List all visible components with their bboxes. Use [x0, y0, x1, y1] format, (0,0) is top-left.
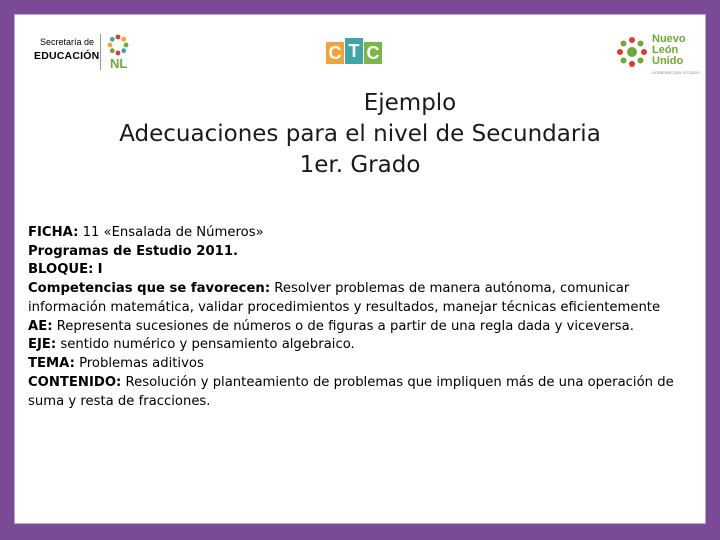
field-eje-value: sentido numérico y pensamiento algebraico. [60, 337, 355, 353]
field-bloque-value: I [97, 262, 103, 278]
ctc-logo [326, 38, 382, 66]
field-contenido-label: CONTENIDO: [28, 374, 122, 390]
field-ficha-value: 11 «Ensalada de Números» [82, 225, 264, 240]
page-title [40, 88, 680, 181]
sep-logo-line2: EDUCACIÓN [34, 50, 100, 62]
field-competencias-value: Resolver problemas de manera autónoma, comunicar información matemática, validar procedimientos y resultados, manejar técnicas eficientemente [28, 281, 661, 315]
field-ae-label: AE: [28, 318, 53, 334]
sep-logo-state: NL [110, 56, 128, 71]
title-line-1: Ejemplo [363, 90, 457, 116]
field-contenido-value: Resolución y planteamiento de problemas que impliquen más de una operación de suma y resta de fracciones. [28, 374, 674, 409]
field-eje [28, 336, 692, 355]
nuevo-leon-logo-line3: Unido [652, 55, 684, 67]
sep-logo [34, 34, 134, 74]
nuevo-leon-logo [614, 33, 700, 76]
field-ae-value: Representa sucesiones de números o de figuras a partir de una regla dada y viceversa. [56, 318, 634, 334]
field-contenido [28, 374, 692, 411]
sep-logo-divider [100, 34, 101, 70]
field-ficha-label: FICHA: [28, 225, 79, 240]
field-tema [28, 355, 692, 374]
activity-details [28, 224, 692, 411]
field-ae [28, 318, 692, 337]
field-bloque-label: BLOQUE: [28, 262, 94, 278]
field-programas [28, 243, 692, 262]
field-tema-label: TEMA: [28, 356, 75, 372]
field-tema-value: Problemas aditivos [79, 356, 204, 372]
field-competencias [28, 280, 692, 317]
nuevo-leon-logo-text [652, 34, 686, 67]
ctc-letter-3: C [364, 42, 382, 64]
title-line-2: Adecuaciones para el nivel de Secundaria [119, 121, 601, 148]
field-bloque [28, 261, 692, 280]
nuevo-leon-logo-line1: Nuevo [652, 33, 686, 45]
ctc-letter-2: T [345, 38, 363, 64]
nuevo-leon-emblem-icon [614, 34, 650, 70]
title-line-3: 1er. Grado [299, 152, 421, 179]
field-eje-label: EJE: [28, 337, 57, 353]
ctc-letter-1: C [326, 42, 344, 64]
sep-logo-line1: Secretaría de [40, 37, 95, 47]
field-competencias-label: Competencias que se favorecen: [28, 281, 271, 297]
nuevo-leon-logo-line2: León [652, 44, 679, 56]
field-programas-label: Programas de Estudio 2011. [28, 243, 239, 259]
nuevo-leon-logo-tagline: GOBIERNO DEL ESTADO [652, 70, 700, 75]
field-ficha [28, 224, 692, 243]
